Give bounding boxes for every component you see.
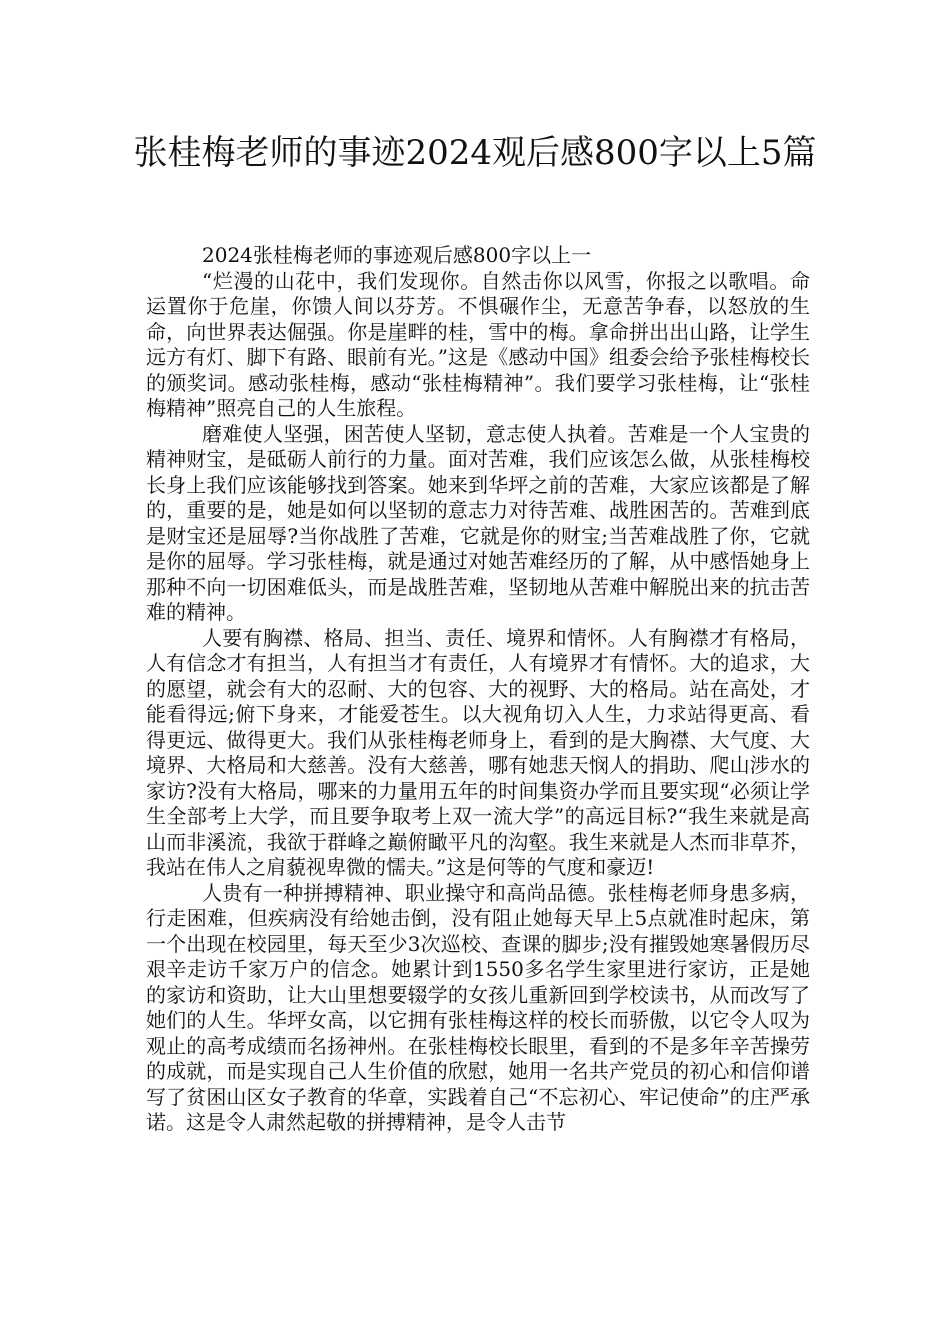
paragraph-4: 人贵有一种拼搏精神、职业操守和高尚品德。张桂梅老师身患多病，行走困难，但疾病没有给她击倒，没有阻止她每天早上5点就准时起床，第一个出现在校园里，每天至少3次巡校、查课的脚步;没有摧毁她寒暑假历尽艰辛走访千家万户的信念。她累计到1550多名学生家里进行家访，正是她的家访和资助，让大山里想要辍学的女孩儿重新回到学校读书，从而改写了她们的人生。华坪女高，以它拥有张桂梅这样的校长而骄傲，以它令人叹为观止的高考成绩而名扬神州。在张桂梅校长眼里，看到的不是多年辛苦操劳的成就，而是实现自己人生价值的欣慰，她用一名共产党员的初心和信仰谱写了贫困山区女子教育的华章，实践着自己“不忘初心、牢记使命”的庄严承诺。这是令人肃然起敬的拼搏精神，是令人击节 xyxy=(146,880,810,1134)
document-body xyxy=(146,243,810,1136)
paragraph-2: 磨难使人坚强，困苦使人坚韧，意志使人执着。苦难是一个人宝贵的精神财宝，是砥砺人前行的力量。面对苦难，我们应该怎么做，从张桂梅校长身上我们应该能够找到答案。她来到华坪之前的苦难，大家应该都是了解的，重要的是，她是如何以坚韧的意志力对待苦难、战胜困苦的。苦难到底是财宝还是屈辱?当你战胜了苦难，它就是你的财宝;当苦难战胜了你，它就是你的屈辱。学习张桂梅，就是通过对她苦难经历的了解，从中感悟她身上那种不向一切困难低头，而是战胜苦难，坚韧地从苦难中解脱出来的抗击苦难的精神。 xyxy=(146,421,810,624)
document-title: 张桂梅老师的事迹2024观后感800字以上5篇 xyxy=(133,133,817,173)
paragraph-3: 人要有胸襟、格局、担当、责任、境界和情怀。人有胸襟才有格局，人有信念才有担当，人有担当才有责任，人有境界才有情怀。大的追求，大的愿望，就会有大的忍耐、大的包容、大的视野、大的格局。站在高处，才能看得远;俯下身来，才能爱苍生。以大视角切入人生，力求站得更高、看得更远、做得更大。我们从张桂梅老师身上，看到的是大胸襟、大气度、大境界、大格局和大慈善。没有大慈善，哪有她悲天悯人的捐助、爬山涉水的家访?没有大格局，哪来的力量用五年的时间集资办学而且要实现“必须让学生全部考上大学，而且要争取考上双一流大学”的高远目标?“我生来就是高山而非溪流，我欲于群峰之巅俯瞰平凡的沟壑。我生来就是人杰而非草芥，我站在伟人之肩藐视卑微的懦夫。”这是何等的气度和豪迈! xyxy=(146,625,810,879)
section-subheading: 2024张桂梅老师的事迹观后感800字以上一 xyxy=(202,243,592,267)
paragraph-1: “烂漫的山花中，我们发现你。自然击你以风雪，你报之以歌唱。命运置你于危崖，你馈人间以芬芳。不惧碾作尘，无意苦争春，以怒放的生命，向世界表达倔强。你是崖畔的桂，雪中的梅。拿命拼出出山路，让学生远方有灯、脚下有路、眼前有光。”这是《感动中国》组委会给予张桂梅校长的颁奖词。感动张桂梅，感动“张桂梅精神”。我们要学习张桂梅，让“张桂梅精神”照亮自己的人生旅程。 xyxy=(146,268,810,420)
